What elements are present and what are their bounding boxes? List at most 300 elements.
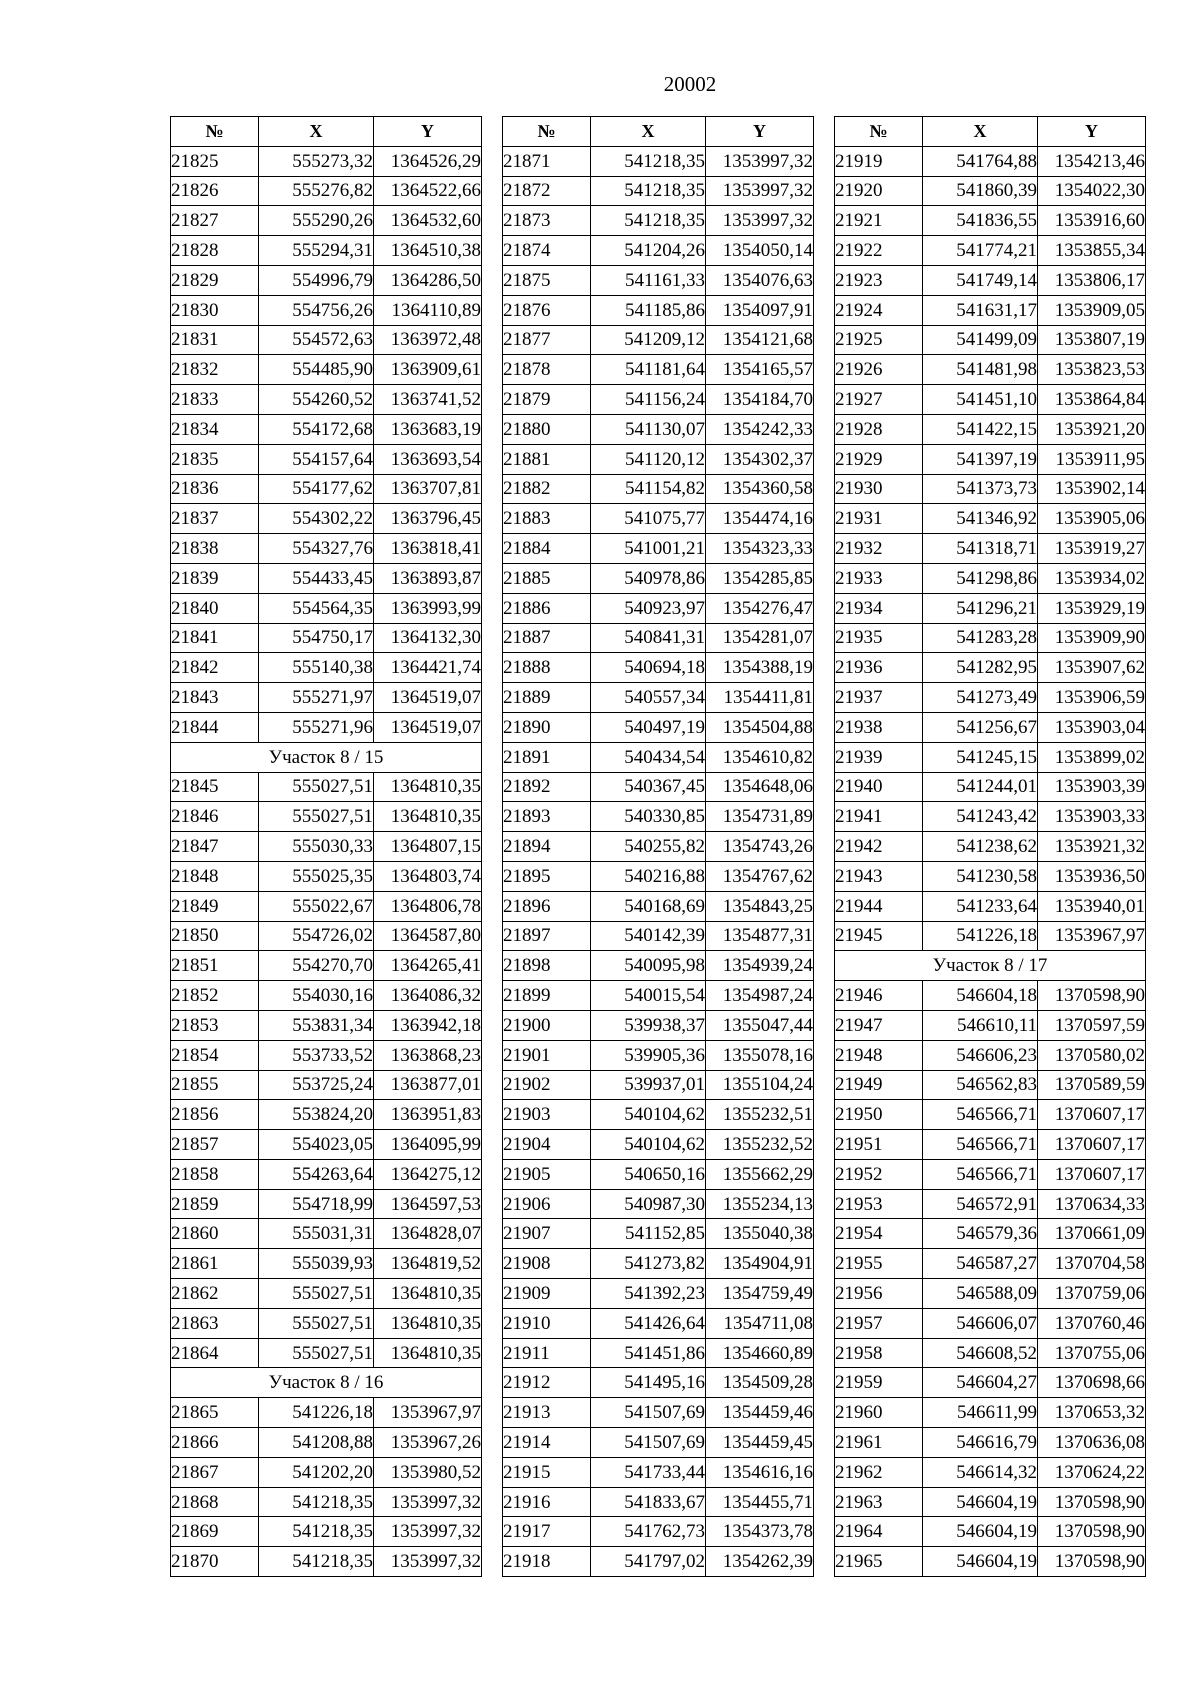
y-coordinate: 1353997,32 (374, 1487, 482, 1517)
y-coordinate: 1353909,05 (1038, 295, 1146, 325)
point-number: 21942 (835, 832, 923, 862)
x-coordinate: 541130,07 (591, 414, 706, 444)
table-row (171, 1398, 482, 1428)
table-row (503, 1487, 814, 1517)
x-coordinate: 555027,51 (259, 802, 374, 832)
point-number: 21887 (503, 623, 591, 653)
y-coordinate: 1370698,66 (1038, 1368, 1146, 1398)
section-label: Участок 8 / 16 (171, 1368, 482, 1398)
x-coordinate: 554485,90 (259, 355, 374, 385)
y-coordinate: 1370759,06 (1038, 1279, 1146, 1309)
x-coordinate: 540978,86 (591, 563, 706, 593)
table-row (503, 1338, 814, 1368)
x-coordinate: 540557,34 (591, 683, 706, 713)
y-coordinate: 1363972,48 (374, 325, 482, 355)
x-coordinate: 541499,09 (923, 325, 1038, 355)
table-row (835, 742, 1146, 772)
point-number: 21835 (171, 444, 259, 474)
table-row (503, 891, 814, 921)
table-row (503, 1040, 814, 1070)
header-x: X (923, 117, 1038, 147)
x-coordinate: 540330,85 (591, 802, 706, 832)
x-coordinate: 541233,64 (923, 891, 1038, 921)
point-number: 21851 (171, 951, 259, 981)
point-number: 21951 (835, 1130, 923, 1160)
point-number: 21925 (835, 325, 923, 355)
x-coordinate: 554756,26 (259, 295, 374, 325)
y-coordinate: 1363951,83 (374, 1100, 482, 1130)
x-coordinate: 553733,52 (259, 1040, 374, 1070)
table-row (835, 325, 1146, 355)
y-coordinate: 1353902,14 (1038, 474, 1146, 504)
x-coordinate: 541156,24 (591, 385, 706, 415)
point-number: 21907 (503, 1219, 591, 1249)
y-coordinate: 1354276,47 (706, 593, 814, 623)
point-number: 21963 (835, 1487, 923, 1517)
table-row (835, 236, 1146, 266)
x-coordinate: 541202,20 (259, 1457, 374, 1487)
x-coordinate: 554750,17 (259, 623, 374, 653)
y-coordinate: 1364132,30 (374, 623, 482, 653)
point-number: 21894 (503, 832, 591, 862)
table-row (171, 444, 482, 474)
table-row (503, 683, 814, 713)
x-coordinate: 540650,16 (591, 1159, 706, 1189)
table-row (835, 1249, 1146, 1279)
y-coordinate: 1370580,02 (1038, 1040, 1146, 1070)
y-coordinate: 1370598,90 (1038, 1547, 1146, 1577)
y-coordinate: 1354459,46 (706, 1398, 814, 1428)
x-coordinate: 546579,36 (923, 1219, 1038, 1249)
x-coordinate: 555271,96 (259, 712, 374, 742)
point-number: 21848 (171, 861, 259, 891)
x-coordinate: 554996,79 (259, 265, 374, 295)
table-row (171, 861, 482, 891)
point-number: 21900 (503, 1010, 591, 1040)
x-coordinate: 539937,01 (591, 1070, 706, 1100)
y-coordinate: 1364810,35 (374, 1279, 482, 1309)
point-number: 21959 (835, 1368, 923, 1398)
x-coordinate: 541218,35 (259, 1547, 374, 1577)
table-row (503, 1279, 814, 1309)
table-row (171, 1428, 482, 1458)
x-coordinate: 555271,97 (259, 683, 374, 713)
page-number: 20002 (663, 72, 717, 96)
x-coordinate: 541185,86 (591, 295, 706, 325)
point-number: 21915 (503, 1457, 591, 1487)
y-coordinate: 1354262,39 (706, 1547, 814, 1577)
table-row (503, 1398, 814, 1428)
y-coordinate: 1354281,07 (706, 623, 814, 653)
x-coordinate: 546572,91 (923, 1189, 1038, 1219)
section-row (171, 1368, 482, 1398)
x-coordinate: 540168,69 (591, 891, 706, 921)
point-number: 21929 (835, 444, 923, 474)
y-coordinate: 1363741,52 (374, 385, 482, 415)
point-number: 21940 (835, 772, 923, 802)
header-y: Y (706, 117, 814, 147)
point-number: 21879 (503, 385, 591, 415)
point-number: 21874 (503, 236, 591, 266)
point-number: 21953 (835, 1189, 923, 1219)
y-coordinate: 1364597,53 (374, 1189, 482, 1219)
table-row (171, 325, 482, 355)
point-number: 21947 (835, 1010, 923, 1040)
y-coordinate: 1354904,91 (706, 1249, 814, 1279)
x-coordinate: 555140,38 (259, 653, 374, 683)
point-number: 21826 (171, 176, 259, 206)
point-number: 21854 (171, 1040, 259, 1070)
y-coordinate: 1354660,89 (706, 1338, 814, 1368)
point-number: 21920 (835, 176, 923, 206)
y-coordinate: 1354648,06 (706, 772, 814, 802)
point-number: 21870 (171, 1547, 259, 1577)
x-coordinate: 541161,33 (591, 265, 706, 295)
y-coordinate: 1354411,81 (706, 683, 814, 713)
x-coordinate: 541764,88 (923, 146, 1038, 176)
coordinate-table-1 (170, 116, 482, 1577)
x-coordinate: 541218,35 (591, 146, 706, 176)
y-coordinate: 1354184,70 (706, 385, 814, 415)
y-coordinate: 1354455,71 (706, 1487, 814, 1517)
point-number: 21883 (503, 504, 591, 534)
y-coordinate: 1354323,33 (706, 534, 814, 564)
coordinate-tables (170, 116, 1145, 1586)
table-row (171, 1010, 482, 1040)
y-coordinate: 1370598,90 (1038, 1517, 1146, 1547)
y-coordinate: 1353934,02 (1038, 563, 1146, 593)
point-number: 21849 (171, 891, 259, 921)
point-number: 21918 (503, 1547, 591, 1577)
table-row (835, 1159, 1146, 1189)
y-coordinate: 1363868,23 (374, 1040, 482, 1070)
table-row (503, 1159, 814, 1189)
x-coordinate: 540015,54 (591, 981, 706, 1011)
x-coordinate: 546604,19 (923, 1487, 1038, 1517)
section-row (835, 951, 1146, 981)
y-coordinate: 1364587,80 (374, 921, 482, 951)
table-row (835, 504, 1146, 534)
point-number: 21837 (171, 504, 259, 534)
table-row (835, 176, 1146, 206)
point-number: 21839 (171, 563, 259, 593)
table-row (503, 206, 814, 236)
x-coordinate: 546614,32 (923, 1457, 1038, 1487)
y-coordinate: 1354509,28 (706, 1368, 814, 1398)
point-number: 21882 (503, 474, 591, 504)
point-number: 21853 (171, 1010, 259, 1040)
point-number: 21872 (503, 176, 591, 206)
x-coordinate: 541238,62 (923, 832, 1038, 862)
table-row (835, 1070, 1146, 1100)
y-coordinate: 1353921,20 (1038, 414, 1146, 444)
x-coordinate: 540104,62 (591, 1100, 706, 1130)
point-number: 21861 (171, 1249, 259, 1279)
y-coordinate: 1364810,35 (374, 1338, 482, 1368)
y-coordinate: 1364810,35 (374, 772, 482, 802)
table-row (835, 921, 1146, 951)
x-coordinate: 541244,01 (923, 772, 1038, 802)
point-number: 21832 (171, 355, 259, 385)
table-row (835, 1100, 1146, 1130)
table-row (503, 951, 814, 981)
x-coordinate: 541318,71 (923, 534, 1038, 564)
y-coordinate: 1363693,54 (374, 444, 482, 474)
table-row (503, 981, 814, 1011)
y-coordinate: 1370607,17 (1038, 1159, 1146, 1189)
point-number: 21891 (503, 742, 591, 772)
point-number: 21844 (171, 712, 259, 742)
point-number: 21836 (171, 474, 259, 504)
y-coordinate: 1370597,59 (1038, 1010, 1146, 1040)
table-row (171, 1457, 482, 1487)
point-number: 21850 (171, 921, 259, 951)
table-row (835, 385, 1146, 415)
section-row (171, 742, 482, 772)
x-coordinate: 541120,12 (591, 444, 706, 474)
y-coordinate: 1363707,81 (374, 474, 482, 504)
y-coordinate: 1364810,35 (374, 1308, 482, 1338)
y-coordinate: 1353921,32 (1038, 832, 1146, 862)
point-number: 21852 (171, 981, 259, 1011)
point-number: 21927 (835, 385, 923, 415)
y-coordinate: 1353916,60 (1038, 206, 1146, 236)
point-number: 21863 (171, 1308, 259, 1338)
table-row (171, 832, 482, 862)
header-num: № (835, 117, 923, 147)
x-coordinate: 546566,71 (923, 1100, 1038, 1130)
x-coordinate: 555030,33 (259, 832, 374, 862)
point-number: 21954 (835, 1219, 923, 1249)
point-number: 21901 (503, 1040, 591, 1070)
table-row (835, 683, 1146, 713)
x-coordinate: 546562,83 (923, 1070, 1038, 1100)
point-number: 21876 (503, 295, 591, 325)
table-row (835, 1368, 1146, 1398)
table-row (503, 176, 814, 206)
y-coordinate: 1370755,06 (1038, 1338, 1146, 1368)
point-number: 21884 (503, 534, 591, 564)
table-row (171, 1487, 482, 1517)
x-coordinate: 541273,82 (591, 1249, 706, 1279)
x-coordinate: 541762,73 (591, 1517, 706, 1547)
point-number: 21855 (171, 1070, 259, 1100)
y-coordinate: 1364510,38 (374, 236, 482, 266)
table-row (503, 653, 814, 683)
table-row (171, 385, 482, 415)
table-row (503, 504, 814, 534)
point-number: 21946 (835, 981, 923, 1011)
table-row (835, 1130, 1146, 1160)
table-row (835, 832, 1146, 862)
table-row (503, 1249, 814, 1279)
y-coordinate: 1364519,07 (374, 683, 482, 713)
point-number: 21908 (503, 1249, 591, 1279)
y-coordinate: 1353919,27 (1038, 534, 1146, 564)
y-coordinate: 1353899,02 (1038, 742, 1146, 772)
point-number: 21867 (171, 1457, 259, 1487)
y-coordinate: 1364806,78 (374, 891, 482, 921)
table-row (171, 1249, 482, 1279)
x-coordinate: 553831,34 (259, 1010, 374, 1040)
table-row (835, 563, 1146, 593)
point-number: 21846 (171, 802, 259, 832)
table-row (503, 1308, 814, 1338)
point-number: 21827 (171, 206, 259, 236)
point-number: 21965 (835, 1547, 923, 1577)
x-coordinate: 554177,62 (259, 474, 374, 504)
table-row (171, 295, 482, 325)
table-row (503, 325, 814, 355)
point-number: 21961 (835, 1428, 923, 1458)
point-number: 21857 (171, 1130, 259, 1160)
point-number: 21928 (835, 414, 923, 444)
point-number: 21941 (835, 802, 923, 832)
point-number: 21897 (503, 921, 591, 951)
x-coordinate: 546616,79 (923, 1428, 1038, 1458)
point-number: 21896 (503, 891, 591, 921)
header-x: X (259, 117, 374, 147)
point-number: 21902 (503, 1070, 591, 1100)
table-row (503, 146, 814, 176)
y-coordinate: 1353997,32 (374, 1517, 482, 1547)
y-coordinate: 1370598,90 (1038, 981, 1146, 1011)
table-row (835, 802, 1146, 832)
point-number: 21926 (835, 355, 923, 385)
table-row (835, 146, 1146, 176)
y-coordinate: 1364095,99 (374, 1130, 482, 1160)
y-coordinate: 1353903,04 (1038, 712, 1146, 742)
point-number: 21858 (171, 1159, 259, 1189)
x-coordinate: 554260,52 (259, 385, 374, 415)
table-row (171, 981, 482, 1011)
y-coordinate: 1354711,08 (706, 1308, 814, 1338)
x-coordinate: 541860,39 (923, 176, 1038, 206)
table-header-row (835, 117, 1146, 147)
x-coordinate: 541245,15 (923, 742, 1038, 772)
x-coordinate: 554023,05 (259, 1130, 374, 1160)
y-coordinate: 1354213,46 (1038, 146, 1146, 176)
y-coordinate: 1353967,97 (374, 1398, 482, 1428)
table-row (171, 921, 482, 951)
point-number: 21955 (835, 1249, 923, 1279)
table-row (171, 176, 482, 206)
table-row (835, 1040, 1146, 1070)
table-row (503, 832, 814, 862)
y-coordinate: 1354610,82 (706, 742, 814, 772)
point-number: 21871 (503, 146, 591, 176)
y-coordinate: 1354360,58 (706, 474, 814, 504)
x-coordinate: 541749,14 (923, 265, 1038, 295)
header-y: Y (374, 117, 482, 147)
point-number: 21914 (503, 1428, 591, 1458)
x-coordinate: 541283,28 (923, 623, 1038, 653)
x-coordinate: 541218,35 (259, 1517, 374, 1547)
x-coordinate: 541392,23 (591, 1279, 706, 1309)
point-number: 21869 (171, 1517, 259, 1547)
table-row (503, 563, 814, 593)
table-row (835, 891, 1146, 921)
x-coordinate: 555027,51 (259, 772, 374, 802)
x-coordinate: 541208,88 (259, 1428, 374, 1458)
table-row (171, 593, 482, 623)
table-row (503, 295, 814, 325)
x-coordinate: 541774,21 (923, 236, 1038, 266)
x-coordinate: 553824,20 (259, 1100, 374, 1130)
table-row (503, 772, 814, 802)
x-coordinate: 541373,73 (923, 474, 1038, 504)
point-number: 21875 (503, 265, 591, 295)
table-row (503, 1428, 814, 1458)
point-number: 21964 (835, 1517, 923, 1547)
x-coordinate: 541282,95 (923, 653, 1038, 683)
point-number: 21911 (503, 1338, 591, 1368)
table-row (835, 295, 1146, 325)
x-coordinate: 554030,16 (259, 981, 374, 1011)
x-coordinate: 541397,19 (923, 444, 1038, 474)
table-row (835, 772, 1146, 802)
point-number: 21856 (171, 1100, 259, 1130)
table-row (171, 623, 482, 653)
point-number: 21944 (835, 891, 923, 921)
y-coordinate: 1353903,33 (1038, 802, 1146, 832)
table-row (503, 385, 814, 415)
table-row (835, 653, 1146, 683)
x-coordinate: 541507,69 (591, 1428, 706, 1458)
table-row (171, 504, 482, 534)
coordinate-table-3 (834, 116, 1146, 1577)
table-row (503, 1457, 814, 1487)
point-number: 21919 (835, 146, 923, 176)
table-row (171, 474, 482, 504)
table-row (171, 1308, 482, 1338)
y-coordinate: 1354097,91 (706, 295, 814, 325)
x-coordinate: 541507,69 (591, 1398, 706, 1428)
x-coordinate: 540923,97 (591, 593, 706, 623)
table-header-row (503, 117, 814, 147)
header-num: № (503, 117, 591, 147)
y-coordinate: 1353997,32 (706, 206, 814, 236)
table-row (503, 1219, 814, 1249)
y-coordinate: 1354616,16 (706, 1457, 814, 1487)
table-row (171, 1279, 482, 1309)
y-coordinate: 1364810,35 (374, 802, 482, 832)
point-number: 21903 (503, 1100, 591, 1130)
x-coordinate: 541218,35 (591, 206, 706, 236)
x-coordinate: 541204,26 (591, 236, 706, 266)
y-coordinate: 1364526,29 (374, 146, 482, 176)
point-number: 21917 (503, 1517, 591, 1547)
table-row (171, 1040, 482, 1070)
table-row (503, 236, 814, 266)
y-coordinate: 1353823,53 (1038, 355, 1146, 385)
x-coordinate: 541256,67 (923, 712, 1038, 742)
y-coordinate: 1364110,89 (374, 295, 482, 325)
point-number: 21937 (835, 683, 923, 713)
x-coordinate: 554263,64 (259, 1159, 374, 1189)
table-row (503, 593, 814, 623)
point-number: 21841 (171, 623, 259, 653)
y-coordinate: 1363818,41 (374, 534, 482, 564)
point-number: 21864 (171, 1338, 259, 1368)
point-number: 21885 (503, 563, 591, 593)
table-row (171, 1547, 482, 1577)
y-coordinate: 1354285,85 (706, 563, 814, 593)
y-coordinate: 1370607,17 (1038, 1130, 1146, 1160)
y-coordinate: 1354877,31 (706, 921, 814, 951)
y-coordinate: 1354731,89 (706, 802, 814, 832)
point-number: 21932 (835, 534, 923, 564)
